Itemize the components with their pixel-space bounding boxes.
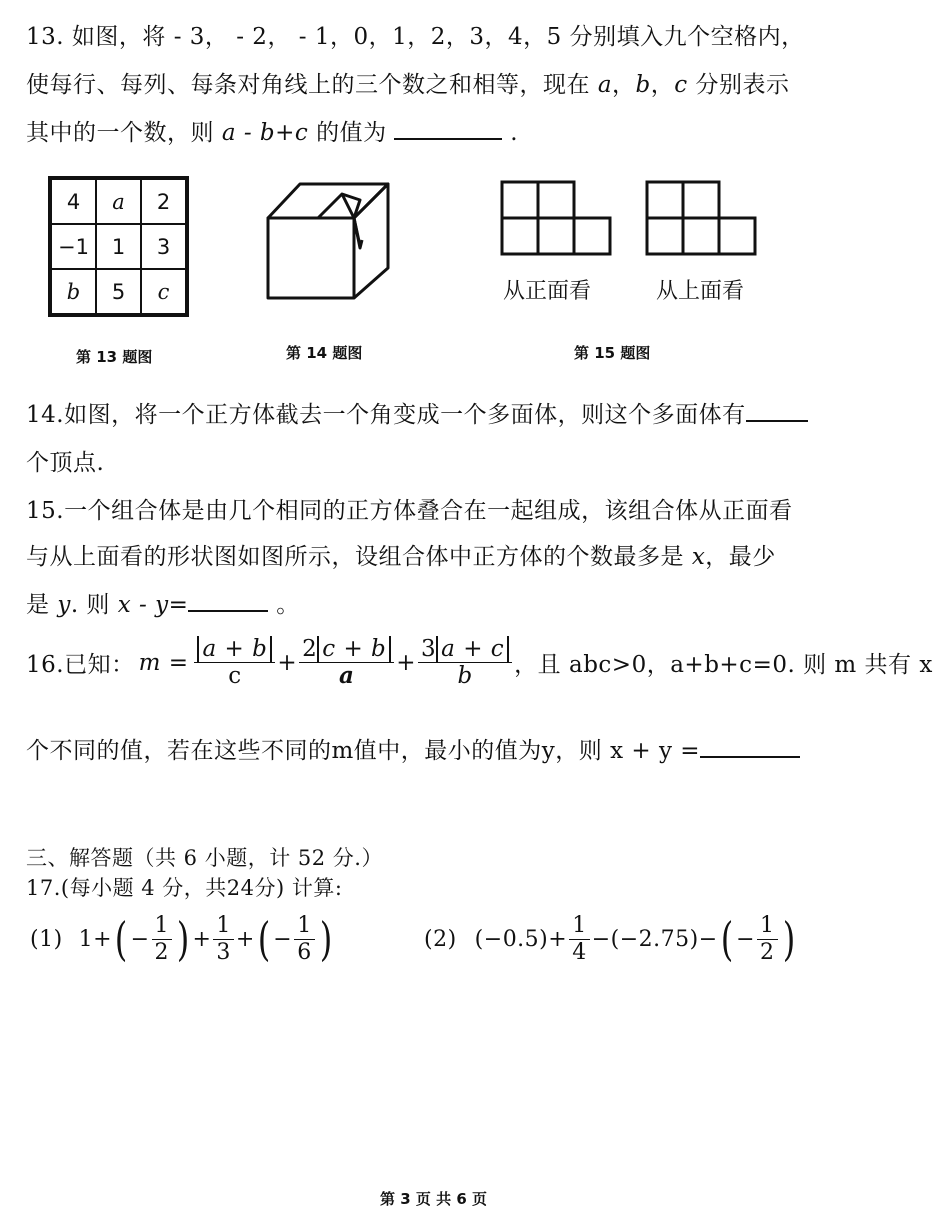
section3-title-text: 三、解答题（共 6 小题，计 52 分.） <box>26 846 383 870</box>
q16-condition: ，且 abc>0，a+b+c=0. 则 m 共有 x <box>514 652 933 679</box>
denominator: 3 <box>216 939 231 965</box>
q17-header-text: 17.(每小题 4 分，共24分) 计算: <box>26 876 343 900</box>
q13-period: . <box>510 120 519 146</box>
q14-line1 <box>26 396 808 429</box>
grid-cell: 1 <box>96 224 141 269</box>
q13-text3a: 其中的一个数，则 <box>26 120 222 146</box>
var-b: b <box>635 72 651 98</box>
front-view-label: 从正面看 <box>503 279 592 304</box>
frac1-denominator: c <box>228 663 242 690</box>
answer-blank-16[interactable] <box>700 736 800 758</box>
q13-text2a: 使每行、每列、每条对角线上的三个数之和相等，现在 <box>26 72 598 98</box>
fraction-2 <box>299 636 394 690</box>
q14-text1: 14.如图，将一个正方体截去一个角变成一个多面体，则这个多面体有 <box>26 402 746 428</box>
fraction-3 <box>418 636 512 690</box>
q13-line3 <box>26 114 518 147</box>
q15-end: 。 <box>268 592 300 618</box>
calc2-part2: −(−2.75)− <box>591 926 718 952</box>
plus-sign: + <box>235 926 255 952</box>
q16-m-eq: m = <box>138 649 189 676</box>
frac1-numerator: a + b <box>197 636 272 662</box>
q15-text1: 15.一个组合体是由几个相同的正方体叠合在一起组成，该组合体从正面看 <box>26 498 793 524</box>
denominator: 2 <box>760 939 775 965</box>
var-c: c <box>674 72 688 98</box>
minus-sign: − <box>736 926 756 952</box>
frac2-denominator: a <box>338 662 355 690</box>
sep: ， <box>612 72 636 98</box>
q13-text1: 13. 如图，将 - 3， - 2， - 1，0，1，2，3，4，5 分别填入九个空格内， <box>26 24 805 50</box>
left-paren: ( <box>257 912 271 966</box>
calc-1 <box>30 912 335 966</box>
q13-text3b: 的值为 <box>308 120 395 146</box>
q15-line2 <box>26 538 776 571</box>
numerator: 1 <box>213 913 234 939</box>
numerator: 1 <box>152 913 173 939</box>
calc2-frac2 <box>757 913 778 965</box>
magic-square-grid <box>48 176 189 317</box>
answer-blank-13[interactable] <box>394 118 502 140</box>
grid-cell: c <box>141 269 186 314</box>
calc1-frac2 <box>213 913 234 965</box>
sep: ， <box>650 72 675 98</box>
calc1-label: (1) <box>30 926 63 952</box>
grid-cell: 3 <box>141 224 186 269</box>
top-view-label: 从上面看 <box>656 279 745 304</box>
right-paren: ) <box>319 912 333 966</box>
q13-text2b: 分别表示 <box>687 72 790 98</box>
grid-cell: 4 <box>51 179 96 224</box>
q16-lead: 16.已知： <box>26 652 135 679</box>
q16-line1 <box>26 636 933 690</box>
calc1-lead: 1+ <box>78 926 113 952</box>
grid-cell: 2 <box>141 179 186 224</box>
minus-sign: − <box>273 926 293 952</box>
numerator: 1 <box>569 913 590 939</box>
q16-line2 <box>26 732 800 765</box>
q15-text2b: ，最少 <box>705 544 776 570</box>
left-paren: ( <box>114 912 128 966</box>
numerator: 1 <box>294 913 315 939</box>
plus-sign: + <box>192 926 212 952</box>
caption-15: 第 15 题图 <box>574 344 651 362</box>
q15-text2a: 与从上面看的形状图如图所示，设组合体中正方体的个数最多是 <box>26 544 692 570</box>
q15-text3b: . 则 <box>70 592 118 618</box>
q15-line3 <box>26 586 300 619</box>
section3-title <box>26 842 383 872</box>
minus-sign: − <box>130 926 150 952</box>
calc2-label: (2) <box>424 926 457 952</box>
right-paren: ) <box>782 912 796 966</box>
frac2-coef: 2 <box>302 636 318 662</box>
q13-line1 <box>26 18 805 51</box>
frac2-numerator: c + b <box>317 636 391 662</box>
top-view-figure <box>645 180 757 256</box>
grid-cell: a <box>96 179 141 224</box>
q13-expr: a - b+c <box>221 120 309 146</box>
q16-text2: 个不同的值，若在这些不同的m值中，最小的值为y，则 x + y = <box>26 738 701 764</box>
answer-blank-15[interactable] <box>188 590 268 612</box>
right-paren: ) <box>176 912 190 966</box>
calc1-frac3 <box>294 913 315 965</box>
q15-line1 <box>26 492 793 525</box>
denominator: 2 <box>154 939 169 965</box>
q14-text2: 个顶点. <box>26 450 105 476</box>
plus-sign: + <box>396 649 417 676</box>
calc2-part1: (−0.5)+ <box>474 926 568 952</box>
plus-sign: + <box>277 649 298 676</box>
var-x: x <box>691 544 706 570</box>
var-a: a <box>597 72 613 98</box>
caption-14: 第 14 题图 <box>286 344 363 362</box>
denominator: 4 <box>572 939 587 965</box>
calc2-frac1 <box>569 913 590 965</box>
page-footer: 第 3 页 共 6 页 <box>380 1190 487 1208</box>
caption-13: 第 13 题图 <box>76 348 153 366</box>
calc-2 <box>424 912 798 966</box>
front-view-figure <box>500 180 612 256</box>
q17-header <box>26 872 342 902</box>
q15-expr: x - y= <box>117 592 189 618</box>
grid-cell: −1 <box>51 224 96 269</box>
frac3-coef: 3 <box>421 636 437 662</box>
q13-line2 <box>26 66 789 99</box>
truncated-cube-figure <box>262 180 398 304</box>
numerator: 1 <box>757 913 778 939</box>
q14-line2 <box>26 444 104 477</box>
grid-cell: b <box>51 269 96 314</box>
fraction-1 <box>194 636 275 690</box>
calc1-frac1 <box>152 913 173 965</box>
left-paren: ( <box>720 912 734 966</box>
answer-blank-14[interactable] <box>746 400 808 422</box>
var-y: y <box>57 592 71 618</box>
q15-text3a: 是 <box>26 592 58 618</box>
grid-cell: 5 <box>96 269 141 314</box>
frac3-numerator: a + c <box>436 636 509 662</box>
denominator: 6 <box>297 939 312 965</box>
frac3-denominator: b <box>457 663 473 690</box>
